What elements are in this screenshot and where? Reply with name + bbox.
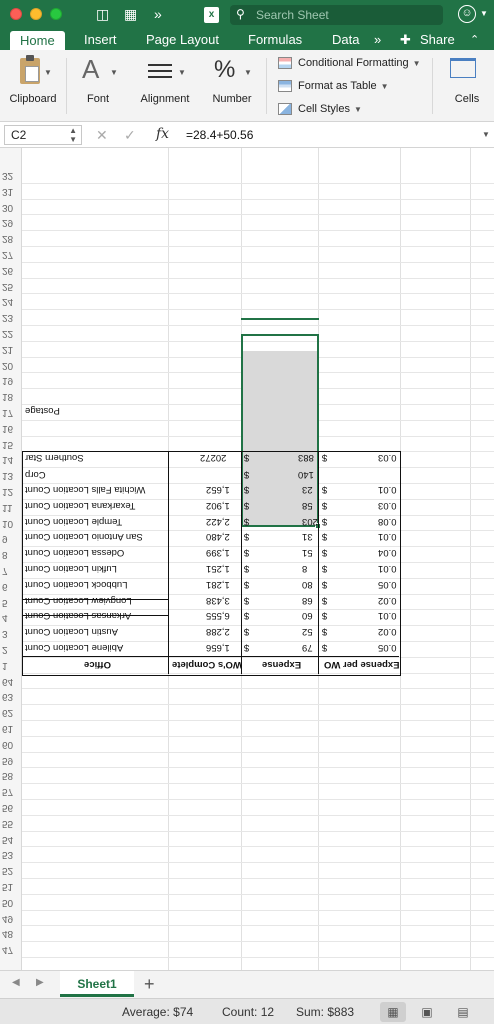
row-number[interactable]: 26 — [2, 264, 14, 276]
row-number[interactable]: 15 — [2, 438, 14, 450]
close-window-button[interactable] — [10, 8, 22, 20]
row-number[interactable]: 54 — [2, 833, 14, 845]
table-cell-wo: 2,480 — [206, 531, 230, 543]
table-cell-office: Texarkana Location Count — [25, 499, 136, 511]
southern-star-wo: 20272 — [200, 452, 227, 463]
corp-dollar: $ — [244, 469, 250, 480]
row-divider — [0, 878, 494, 879]
excel-logo-icon: x — [204, 7, 219, 23]
table-cell-dollar: $ — [244, 499, 250, 511]
table-cell-dollar: $ — [244, 531, 250, 543]
share-button[interactable]: Share — [420, 32, 455, 47]
formula-input[interactable]: =28.4+50.56 — [186, 128, 254, 142]
table-cell-office: Odessa Location Count — [25, 547, 125, 559]
minimize-window-button[interactable] — [30, 8, 42, 20]
table-cell-per-wo: 0.01 — [378, 484, 397, 495]
row-number[interactable]: 58 — [2, 770, 14, 782]
cells-label: Cells — [454, 93, 480, 105]
chevron-down-icon: ▼ — [412, 59, 421, 68]
southern-star-label: Southern Star — [25, 452, 84, 463]
table-cell-dollar: $ — [244, 484, 250, 495]
cancel-formula-icon[interactable]: ✕ — [96, 127, 108, 143]
percent-icon: % — [214, 56, 236, 83]
table-cell-dollar: $ — [322, 499, 328, 511]
row-number[interactable]: 21 — [2, 343, 14, 355]
page-break-view-icon[interactable]: ▤ — [457, 1005, 469, 1019]
row-number[interactable]: 16 — [2, 422, 14, 434]
table-cell-per-wo: 0.05 — [378, 578, 397, 590]
row-number[interactable]: 55 — [2, 817, 14, 829]
insert-function-button[interactable]: fx — [156, 126, 170, 142]
row-number[interactable]: 49 — [2, 912, 14, 924]
header-wo-complete: WO's Complete — [172, 659, 242, 670]
ribbon-tabs — [0, 30, 494, 50]
row-number[interactable]: 51 — [2, 881, 14, 892]
confirm-formula-icon[interactable]: ✓ — [124, 127, 136, 143]
clipboard-group[interactable] — [4, 50, 62, 122]
tab-home[interactable]: Home — [10, 31, 65, 50]
table-cell-wo: 2,422 — [206, 515, 230, 527]
table-cell-dollar: $ — [244, 578, 250, 590]
row-divider — [0, 783, 494, 784]
table-cell-expense: 52 — [302, 626, 313, 638]
row-number[interactable]: 29 — [2, 217, 14, 229]
cell-styles-icon — [278, 103, 292, 115]
ribbon — [0, 50, 494, 122]
table-cell-per-wo: 0.02 — [378, 626, 397, 638]
row-number[interactable]: 18 — [2, 391, 14, 403]
row-number[interactable]: 13 — [2, 470, 14, 482]
tab-page-layout[interactable]: Page Layout — [146, 32, 220, 47]
conditional-formatting-icon — [278, 57, 292, 69]
row-divider — [0, 815, 494, 816]
divider — [266, 58, 267, 114]
row-divider — [0, 230, 494, 231]
table-cell-per-wo: 0.04 — [378, 547, 397, 559]
prev-sheet-icon[interactable]: ◀ — [12, 977, 20, 988]
table-cell-wo: 1,652 — [206, 484, 230, 495]
table-cell-wo: 2,288 — [206, 626, 230, 638]
table-cell-office: Austin Location Count — [25, 626, 118, 638]
chevron-down-icon[interactable]: ▼ — [480, 9, 488, 18]
row-number[interactable]: 62 — [2, 707, 14, 719]
table-cell-expense: 80 — [302, 578, 313, 590]
row-number[interactable]: 5 — [2, 596, 8, 608]
postage-label: Postage — [25, 405, 60, 416]
name-box[interactable]: C2 ▲ ▼ — [4, 125, 82, 145]
tab-sheet1[interactable]: Sheet1 — [60, 971, 134, 997]
row-number[interactable]: 19 — [2, 375, 14, 387]
sheet-tab-bar — [0, 970, 494, 998]
table-cell-per-wo: 0.02 — [378, 594, 397, 606]
divider — [432, 58, 433, 114]
name-box-stepper-icon[interactable]: ▲ ▼ — [69, 126, 77, 144]
feedback-smiley-icon[interactable]: ☺ — [458, 5, 476, 23]
table-cell-expense: 31 — [302, 531, 313, 543]
add-sheet-button[interactable]: + — [144, 974, 155, 994]
table-cell-dollar: $ — [322, 547, 328, 559]
table-cell-per-wo: 0.01 — [378, 531, 397, 543]
table-cell-expense: 79 — [302, 642, 313, 653]
row-divider — [0, 325, 494, 326]
row-divider — [0, 309, 494, 310]
row-divider — [0, 199, 494, 200]
status-average: Average: $74 — [122, 1005, 194, 1019]
more-toolbar-icon[interactable]: » — [154, 6, 162, 22]
save-icon[interactable]: ▦ — [124, 6, 138, 22]
tabs-overflow-button[interactable]: » — [374, 32, 382, 47]
table-cell-dollar: $ — [244, 610, 250, 622]
chevron-down-icon: ▼ — [178, 68, 186, 77]
format-table-icon — [278, 80, 292, 92]
title-bar — [0, 0, 494, 30]
table-cell-per-wo: 0.08 — [378, 515, 397, 527]
row-number[interactable]: 63 — [2, 691, 14, 703]
table-cell-office: Lufkin Location Count — [25, 563, 117, 574]
table-cell-per-wo: 0.05 — [378, 642, 397, 653]
sidebar-icon[interactable]: ◫ — [96, 6, 110, 22]
table-cell-dollar: $ — [322, 626, 328, 638]
row-number[interactable]: 12 — [2, 486, 14, 497]
row-divider — [0, 894, 494, 895]
clipboard-label: Clipboard — [9, 93, 57, 105]
font-label: Font — [86, 93, 109, 105]
row-header[interactable] — [0, 148, 22, 970]
row-divider — [0, 704, 494, 705]
row-divider — [0, 941, 494, 942]
row-divider — [0, 720, 494, 721]
row-number[interactable]: 57 — [2, 786, 14, 798]
row-number[interactable]: 53 — [2, 849, 14, 861]
row-number[interactable]: 14 — [2, 454, 14, 466]
table-cell-dollar: $ — [244, 594, 250, 606]
tab-data[interactable]: Data — [332, 32, 360, 47]
header-expense: Expense — [262, 659, 302, 670]
table-cell-dollar: $ — [322, 484, 328, 495]
expand-formula-bar-icon[interactable]: ▼ — [482, 130, 490, 139]
chevron-down-icon: ▼ — [353, 105, 362, 114]
table-cell-expense: 68 — [302, 594, 313, 606]
row-divider — [0, 752, 494, 753]
status-count: Count: 12 — [222, 1005, 275, 1019]
chevron-down-icon: ▼ — [244, 68, 252, 77]
row-divider — [0, 214, 494, 215]
number-group[interactable] — [204, 50, 260, 122]
table-cell-wo: 1,251 — [206, 563, 230, 574]
row-divider — [0, 183, 494, 184]
row-number[interactable]: 6 — [2, 580, 8, 592]
status-sum: Sum: $883 — [296, 1005, 355, 1019]
table-cell-office: Abilene Location Count — [25, 642, 124, 653]
table-cell-dollar: $ — [322, 610, 328, 622]
table-cell-dollar: $ — [322, 531, 328, 543]
search-icon: ⚲ — [236, 7, 245, 21]
table-cell-dollar: $ — [322, 642, 328, 653]
row-number[interactable]: 52 — [2, 865, 14, 877]
divider — [66, 58, 67, 114]
status-bar — [0, 998, 494, 1024]
row-number[interactable]: 17 — [2, 407, 14, 418]
row-number[interactable]: 8 — [2, 549, 8, 561]
row-number[interactable]: 23 — [2, 312, 14, 324]
normal-view-icon[interactable]: ▦ — [380, 1002, 406, 1022]
spreadsheet-grid[interactable] — [0, 148, 494, 970]
row-number[interactable]: 56 — [2, 802, 14, 813]
southern-star-per-wo: 0.03 — [378, 452, 397, 463]
tab-formulas[interactable]: Formulas — [248, 32, 303, 47]
row-divider — [0, 925, 494, 926]
selection-edge — [241, 318, 319, 320]
row-number[interactable]: 22 — [2, 328, 14, 339]
table-cell-wo: 6,555 — [206, 610, 230, 622]
row-divider — [0, 767, 494, 768]
row-number[interactable]: 25 — [2, 280, 14, 292]
table-cell-office: Temple Location Count — [25, 515, 123, 527]
row-divider — [0, 831, 494, 832]
row-number[interactable]: 28 — [2, 233, 14, 245]
table-cell-dollar: $ — [244, 626, 250, 638]
row-divider — [0, 846, 494, 847]
alignment-group[interactable] — [134, 50, 196, 122]
row-number[interactable]: 10 — [2, 517, 14, 529]
cells-group[interactable] — [440, 50, 494, 122]
row-number[interactable]: 11 — [2, 501, 13, 513]
row-divider — [0, 293, 494, 294]
table-cell-office: Lubbock Location Count — [25, 578, 128, 590]
header-expense-per-wo: Expense per WO — [324, 659, 400, 670]
row-number[interactable]: 32 — [2, 170, 14, 181]
chevron-down-icon: ▼ — [110, 68, 118, 77]
row-divider — [0, 910, 494, 911]
row-number[interactable]: 31 — [2, 185, 14, 197]
collapse-ribbon-icon[interactable]: ⌃ — [470, 34, 480, 46]
row-divider — [0, 862, 494, 863]
row-number[interactable]: 24 — [2, 296, 14, 308]
format-as-table-button[interactable]: Format as Table ▼ — [278, 78, 389, 94]
row-divider — [0, 736, 494, 737]
table-cell-dollar: $ — [244, 642, 250, 653]
table-cell-per-wo: 0.03 — [378, 499, 397, 511]
table-cell-dollar: $ — [322, 515, 328, 527]
table-cell-wo: 3,438 — [206, 594, 230, 606]
search-input[interactable] — [256, 7, 436, 23]
table-cell-dollar: $ — [322, 594, 328, 606]
row-divider — [0, 688, 494, 689]
table-cell-wo: 1,902 — [206, 499, 230, 511]
page-layout-view-icon[interactable]: ▣ — [421, 1005, 433, 1019]
zoom-window-button[interactable] — [50, 8, 62, 20]
southern-star-expense: 883 — [298, 452, 314, 463]
table-cell-dollar: $ — [244, 563, 250, 574]
header-office: Office — [84, 659, 111, 670]
table-cell-office: Arkansas Location Count — [25, 610, 132, 622]
table-cell-wo: 1,281 — [206, 578, 230, 590]
chevron-down-icon: ▼ — [44, 68, 52, 77]
next-sheet-icon[interactable]: ▶ — [36, 977, 44, 988]
table-cell-dollar: $ — [244, 547, 250, 559]
row-number[interactable]: 47 — [2, 944, 14, 956]
search-box[interactable] — [230, 5, 443, 25]
cell-styles-button[interactable]: Cell Styles ▼ — [278, 101, 362, 117]
table-cell-expense: 51 — [302, 547, 313, 559]
corp-label: Corp — [25, 469, 46, 480]
row-number[interactable]: 64 — [2, 675, 14, 687]
table-cell-office: Wichita Falls Location Count — [25, 484, 146, 495]
row-number[interactable]: 9 — [2, 533, 8, 545]
formula-bar — [0, 122, 494, 148]
row-divider — [0, 799, 494, 800]
row-number[interactable]: 50 — [2, 896, 14, 908]
table-cell-per-wo: 0.01 — [378, 610, 397, 622]
row-number[interactable]: 59 — [2, 754, 14, 766]
row-number[interactable]: 27 — [2, 249, 14, 260]
row-divider — [0, 262, 494, 263]
alignment-label: Alignment — [140, 93, 190, 105]
font-group[interactable] — [70, 50, 126, 122]
row-number[interactable]: 20 — [2, 359, 14, 371]
row-number[interactable]: 61 — [2, 723, 14, 734]
table-cell-wo: 1,656 — [206, 642, 230, 653]
row-number[interactable]: 4 — [2, 612, 8, 624]
row-divider — [0, 957, 494, 958]
table-cell-expense: 203 — [302, 515, 318, 527]
table-cell-dollar: $ — [322, 563, 328, 574]
font-icon: A — [82, 54, 100, 84]
share-icon[interactable]: ✚ — [400, 32, 411, 47]
cells-icon — [450, 58, 476, 78]
table-cell-dollar: $ — [244, 515, 250, 527]
number-label: Number — [212, 93, 252, 105]
chevron-down-icon: ▼ — [380, 82, 389, 91]
tab-insert[interactable]: Insert — [84, 32, 117, 47]
alignment-icon — [148, 64, 172, 66]
row-divider — [0, 246, 494, 247]
row-number[interactable]: 30 — [2, 201, 14, 213]
row-number[interactable]: 48 — [2, 928, 14, 940]
southern-star-dollar-2: $ — [322, 452, 328, 463]
paste-icon — [20, 58, 40, 84]
conditional-formatting-button[interactable]: Conditional Formatting ▼ — [278, 55, 421, 71]
table-cell-per-wo: 0.01 — [378, 563, 397, 574]
row-divider — [0, 278, 494, 279]
table-cell-office: San Antonio Location Count — [25, 531, 143, 543]
table-cell-expense: 60 — [302, 610, 313, 622]
table-cell-dollar: $ — [322, 578, 328, 590]
row-number[interactable]: 1 — [2, 659, 8, 671]
row-number[interactable]: 60 — [2, 738, 14, 750]
table-cell-expense: 58 — [302, 499, 313, 511]
row-number[interactable]: 3 — [2, 628, 8, 640]
southern-star-dollar: $ — [244, 452, 250, 463]
table-cell-office: Longview Location Count — [25, 594, 132, 606]
row-number[interactable]: 7 — [2, 565, 8, 576]
table-cell-expense: 8 — [302, 563, 308, 574]
table-cell-wo: 1,399 — [206, 547, 230, 559]
corp-expense: 140 — [298, 469, 314, 480]
row-number[interactable]: 2 — [2, 644, 8, 655]
table-cell-expense: 23 — [302, 484, 313, 495]
